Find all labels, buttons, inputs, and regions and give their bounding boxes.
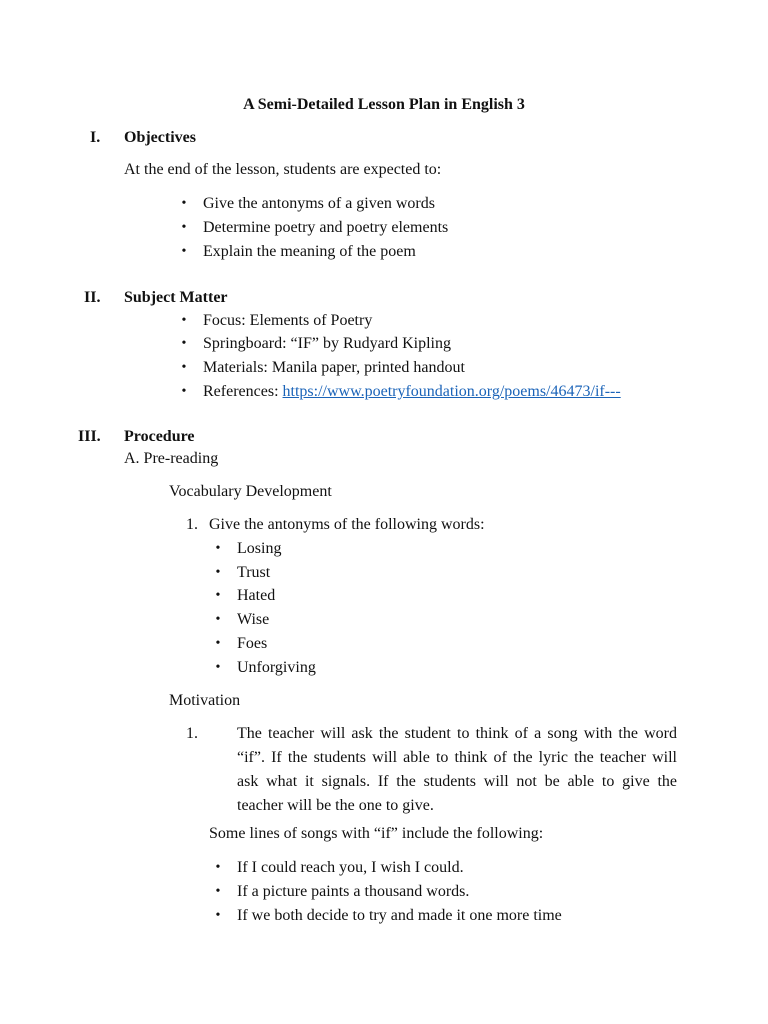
section-numeral-procedure: III. (78, 428, 101, 445)
bullet-icon: • (215, 908, 221, 923)
vocab-word: Trust (237, 564, 271, 581)
motivation-number: 1. (186, 725, 198, 742)
references-label: References: (203, 383, 283, 400)
pre-reading-subheading: A. Pre-reading (124, 450, 219, 467)
motivation-line: The teacher will ask the student to think of a song with the word (237, 725, 677, 742)
vocabulary-heading: Vocabulary Development (169, 483, 332, 500)
section-numeral-objectives: I. (90, 129, 101, 146)
bullet-icon: • (215, 588, 221, 603)
vocab-word: Losing (237, 540, 282, 557)
objectives-intro: At the end of the lesson, students are expected to: (124, 161, 442, 178)
document-title: A Semi-Detailed Lesson Plan in English 3 (243, 96, 525, 113)
vocab-word: Hated (237, 587, 276, 604)
bullet-icon: • (181, 336, 187, 351)
bullet-icon: • (181, 196, 187, 211)
song-line: If I could reach you, I wish I could. (237, 859, 464, 876)
bullet-icon: • (181, 244, 187, 259)
bullet-icon: • (215, 636, 221, 651)
bullet-icon: • (215, 565, 221, 580)
objective-item: Give the antonyms of a given words (203, 195, 435, 212)
motivation-paragraph (237, 722, 677, 818)
vocab-word: Wise (237, 611, 270, 628)
bullet-icon: • (215, 660, 221, 675)
subject-item: Focus: Elements of Poetry (203, 312, 373, 329)
motivation-line: teacher will be the one to give. (237, 797, 434, 814)
songs-intro: Some lines of songs with “if” include the following: (209, 825, 544, 842)
vocab-word: Foes (237, 635, 268, 652)
objective-item: Explain the meaning of the poem (203, 243, 416, 260)
motivation-line: ask what it signals. If the students will not be able to give the (237, 773, 677, 790)
section-numeral-subject-matter: II. (84, 289, 101, 306)
motivation-heading: Motivation (169, 692, 241, 709)
subject-item-references (203, 380, 621, 404)
bullet-icon: • (181, 220, 187, 235)
vocab-number: 1. (186, 516, 198, 533)
references-link[interactable]: https://www.poetryfoundation.org/poems/46473/if--- (282, 383, 621, 400)
section-heading-subject-matter: Subject Matter (124, 289, 228, 306)
section-heading-objectives: Objectives (124, 129, 196, 146)
section-heading-procedure: Procedure (124, 428, 195, 445)
song-line: If we both decide to try and made it one more time (237, 907, 562, 924)
objective-item: Determine poetry and poetry elements (203, 219, 449, 236)
bullet-icon: • (215, 860, 221, 875)
vocab-word: Unforgiving (237, 659, 316, 676)
bullet-icon: • (215, 541, 221, 556)
motivation-line: “if”. If the students will able to think of the lyric the teacher will (237, 749, 677, 766)
bullet-icon: • (215, 884, 221, 899)
song-line: If a picture paints a thousand words. (237, 883, 470, 900)
bullet-icon: • (181, 313, 187, 328)
vocab-instruction: Give the antonyms of the following words: (209, 516, 485, 533)
subject-item: Springboard: “IF” by Rudyard Kipling (203, 335, 451, 352)
bullet-icon: • (215, 612, 221, 627)
bullet-icon: • (181, 360, 187, 375)
bullet-icon: • (181, 384, 187, 399)
subject-item: Materials: Manila paper, printed handout (203, 359, 465, 376)
